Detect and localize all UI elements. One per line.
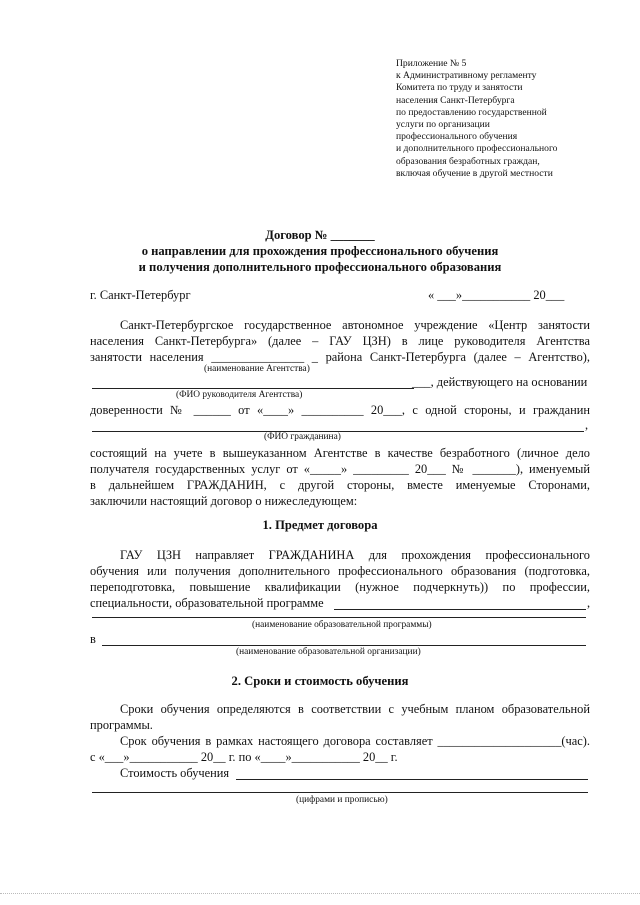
intro-line-9: в дальнейшем ГРАЖДАНИН, с другой стороны, вместе именуемые Сторонами, <box>90 478 590 492</box>
section2-line-2: программы. <box>90 718 153 732</box>
intro-line-1: Санкт-Петербургское государственное автономное учреждение «Центр занятости <box>120 318 590 332</box>
annex-line: образования безработных граждан, <box>396 155 540 167</box>
intro-line-4: ___, действующего на основании <box>412 375 588 389</box>
intro-line-10: заключили настоящий договор о нижеследующем: <box>90 494 358 508</box>
program-name-line <box>92 617 586 618</box>
section1-line-4: специальности, образовательной программе <box>90 596 324 610</box>
caption-program: (наименование образовательной программы) <box>252 620 432 630</box>
section2-line-5: Стоимость обучения <box>120 766 230 780</box>
intro-line-2: населения Санкт-Петербурга» (далее – ГАУ ЦЗН) в лице руководителя Агентства <box>90 334 590 348</box>
intro-line-5: доверенности № ______ от «____» __________ 20___, с одной стороны, и гражданин <box>90 403 590 417</box>
section1-line-4-end: , <box>587 596 591 610</box>
section1-title: 1. Предмет договора <box>262 518 378 532</box>
section1-line-3: переподготовка, повышение квалификации (нужное подчеркнуть)) по профессии, <box>90 580 590 594</box>
annex-line: включая обучение в другой местности <box>396 167 553 179</box>
section1-line-1: ГАУ ЦЗН направляет ГРАЖДАНИНА для прохождения профессионального <box>120 548 590 562</box>
annex-line: к Административному регламенту <box>396 70 537 82</box>
program-fill-line <box>334 609 586 610</box>
cost-fill-line <box>236 779 588 780</box>
org-name-line <box>102 645 586 646</box>
citizen-line-end: , <box>585 418 589 432</box>
section2-line-4: с «___»___________ 20__ г. по «____»___________ 20__ г. <box>90 750 398 764</box>
section2-line-3: Срок обучения в рамках настоящего договора составляет ____________________(час). <box>120 734 590 748</box>
section2-line-1: Сроки обучения определяются в соответствии с учебным планом образовательной <box>120 702 590 716</box>
annex-block <box>396 58 557 180</box>
annex-line: Приложение № 5 <box>396 58 467 69</box>
annex-line: профессионального обучения <box>396 131 518 143</box>
org-prefix: в <box>90 632 96 646</box>
caption-agency: (наименование Агентства) <box>204 364 310 374</box>
section1-line-2: обучения или получения дополнительного профессионального образования (подготовка, <box>90 564 590 578</box>
caption-org: (наименование образовательной организации) <box>236 647 421 657</box>
intro-line-8: получателя государственных услуг от «_____» _________ 20___ № _______), именуемый <box>90 462 590 476</box>
contract-subtitle-1: о направлении для прохождения профессионального обучения <box>141 244 499 258</box>
intro-line-7: состоящий на учете в вышеуказанном Агентстве в качестве безработного (личное дело <box>90 446 590 460</box>
caption-cost: (цифрами и прописью) <box>296 795 388 805</box>
head-name-line <box>92 388 414 389</box>
annex-line: населения Санкт-Петербурга <box>396 94 515 106</box>
intro-line-3: занятости населения _______________ _ района Санкт-Петербурга (далее – Агентство), <box>90 350 590 364</box>
place-date: « ___»___________ 20___ <box>428 288 565 302</box>
annex-line: и дополнительного профессионального <box>396 143 558 155</box>
annex-line: Комитета по труду и занятости <box>396 82 523 94</box>
cost-words-line <box>92 792 588 793</box>
annex-line: услуги по организации <box>396 119 490 131</box>
caption-citizen: (ФИО гражданина) <box>264 432 341 442</box>
contract-title: Договор № _______ <box>265 228 375 242</box>
section2-title: 2. Сроки и стоимость обучения <box>231 674 409 688</box>
contract-subtitle-2: и получения дополнительного профессионального образования <box>138 260 502 274</box>
page-bottom-edge <box>0 893 640 894</box>
place-city: г. Санкт-Петербург <box>90 288 191 302</box>
annex-line: по предоставлению государственной <box>396 106 547 118</box>
caption-head: (ФИО руководителя Агентства) <box>176 390 303 400</box>
